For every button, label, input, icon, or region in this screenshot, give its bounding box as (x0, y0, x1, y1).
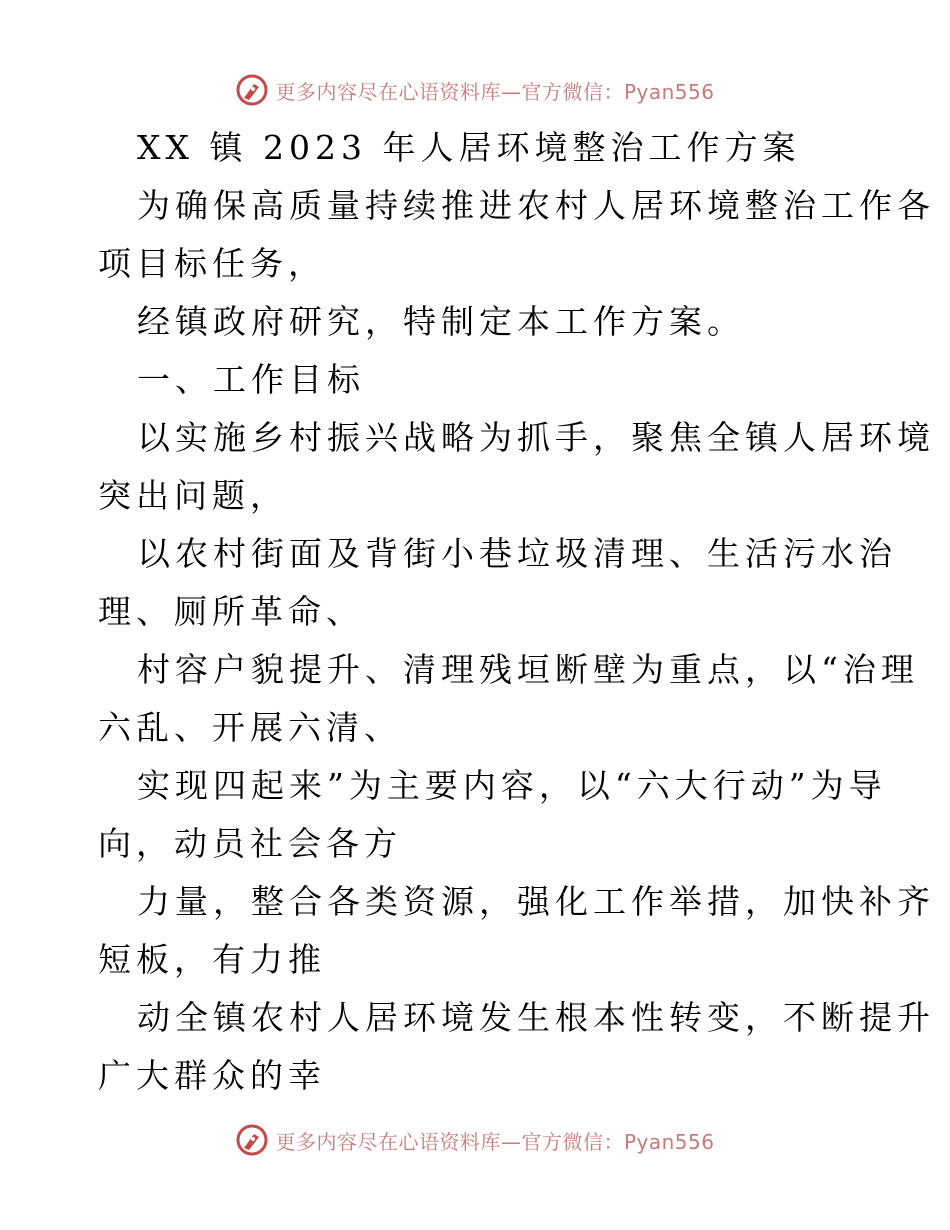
paragraph-line: 短板，有力推 (98, 940, 326, 979)
watermark-text: 更多内容尽在心语资料库—官方微信：Pyan556 (275, 79, 715, 104)
watermark-text: 更多内容尽在心语资料库—官方微信：Pyan556 (275, 1129, 715, 1154)
paragraph-line: 以实施乡村振兴战略为抓手，聚焦全镇人居环境 (137, 418, 935, 457)
pen-nib-circle-icon (235, 1123, 269, 1157)
paragraph-line: 村容户貌提升、清理残垣断壁为重点，以“治理 (137, 650, 919, 689)
paragraph-line: 广大群众的幸 (98, 1056, 326, 1095)
paragraph-line: 经镇政府研究，特制定本工作方案。 (137, 302, 745, 341)
pen-nib-circle-icon (235, 73, 269, 107)
paragraph-line: 为确保高质量持续推进农村人居环境整治工作各 (137, 186, 935, 225)
section-heading: 一、工作目标 (137, 360, 365, 399)
paragraph-line: 向，动员社会各方 (98, 824, 402, 863)
paragraph-line: 实现四起来”为主要内容，以“六大行动”为导 (137, 766, 887, 805)
paragraph-line: 动全镇农村人居环境发生根本性转变，不断提升 (137, 998, 935, 1037)
paragraph-line: 突出问题， (98, 476, 288, 515)
watermark-footer (0, 1120, 950, 1160)
paragraph-line: 六乱、开展六清、 (98, 708, 402, 747)
paragraph-line: 理、厕所革命、 (98, 592, 364, 631)
document-title: XX 镇 2023 年人居环境整治工作方案 (137, 128, 801, 167)
paragraph-line: 力量，整合各类资源，强化工作举措，加快补齐 (137, 882, 935, 921)
paragraph-line: 以农村街面及背街小巷垃圾清理、生活污水治 (137, 534, 897, 573)
paragraph-line: 项目标任务， (98, 244, 326, 283)
watermark-header (0, 70, 950, 110)
